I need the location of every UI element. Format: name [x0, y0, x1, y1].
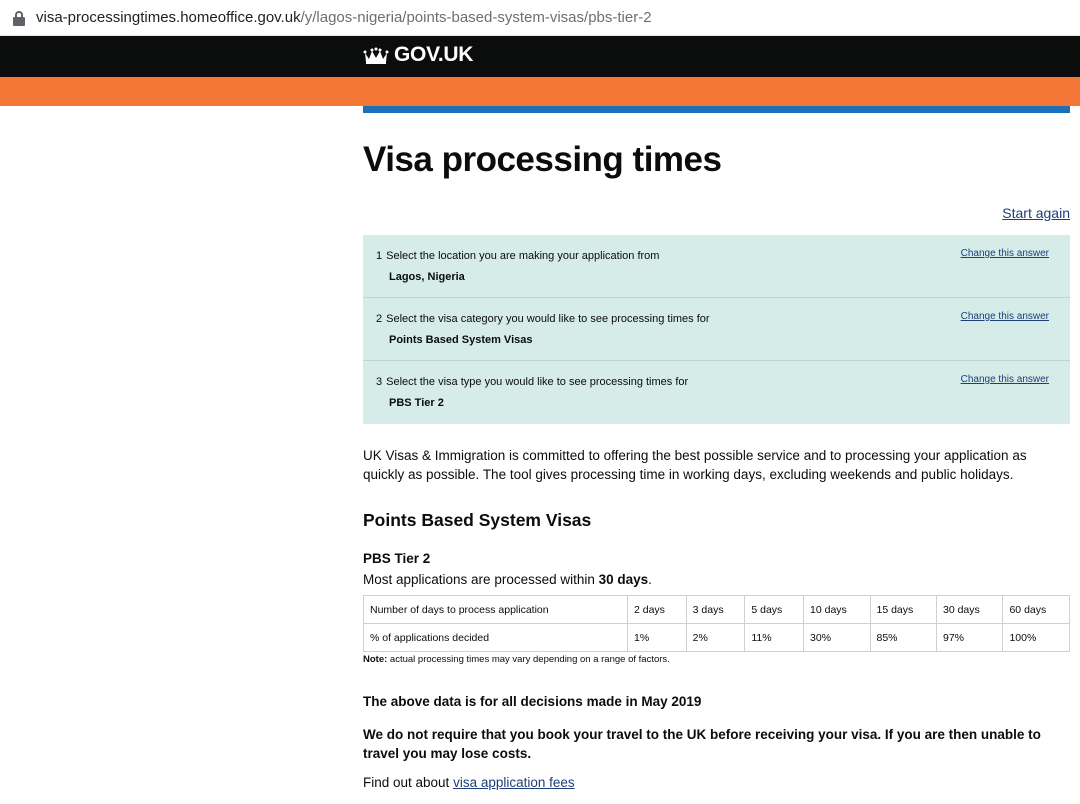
lock-icon [12, 10, 26, 26]
table-note [363, 654, 670, 665]
question-text [376, 313, 710, 325]
table-row-days [364, 596, 1070, 624]
question-number: 2 [376, 313, 383, 325]
processing-times-table [363, 595, 1070, 652]
table-cell: 30% [804, 624, 870, 652]
note-text: actual processing times may vary depending on a range of factors. [387, 654, 670, 665]
travel-advice: We do not require that you book your travel to the UK before receiving your visa. If you are then unable to travel you may lose costs. [363, 727, 1041, 761]
govuk-logo-link[interactable] [363, 43, 473, 67]
table-cell: 85% [870, 624, 936, 652]
summary-prefix: Most applications are processed within [363, 572, 599, 587]
table-cell: 2% [686, 624, 745, 652]
govuk-logo-text: GOV.UK [394, 43, 474, 66]
url-host: visa-processingtimes.homeoffice.gov.uk [36, 9, 301, 26]
table-cell: 30 days [936, 596, 1002, 624]
govuk-header [0, 36, 1080, 77]
summary-days: 30 days [598, 572, 649, 587]
table-row-label: % of applications decided [364, 624, 628, 652]
intro-paragraph: UK Visas & Immigration is committed to offering the best possible service and to processing your application as quickly as possible. The tool gives processing time in working days, excluding weekends and public holidays. [363, 448, 1027, 482]
question-text [376, 250, 659, 262]
table-row-label: Number of days to process application [364, 596, 628, 624]
change-answer-link-1[interactable]: Change this answer [960, 248, 1049, 259]
data-period-statement: The above data is for all decisions made in May 2019 [363, 694, 702, 709]
answer-row-1 [363, 235, 1070, 298]
table-cell: 11% [745, 624, 804, 652]
url-text[interactable] [36, 9, 652, 26]
summary-suffix: . [648, 572, 652, 587]
section-title: Points Based System Visas [363, 510, 592, 530]
table-cell: 100% [1003, 624, 1070, 652]
question-number: 3 [376, 376, 383, 388]
url-path: /y/lagos-nigeria/points-based-system-visas/pbs-tier-2 [300, 9, 652, 26]
answer-value: Points Based System Visas [389, 334, 533, 346]
start-again-link[interactable]: Start again [1002, 205, 1070, 221]
answer-row-2 [363, 298, 1070, 361]
crown-icon [363, 45, 389, 65]
processing-summary [363, 572, 652, 587]
question-label: Select the visa type you would like to see processing times for [386, 376, 689, 388]
page-title: Visa processing times [363, 140, 722, 179]
fees-prefix: Find out about [363, 775, 454, 790]
table-cell: 5 days [745, 596, 804, 624]
browser-address-bar[interactable] [0, 0, 1080, 36]
question-label: Select the visa category you would like to see processing times for [386, 313, 710, 325]
answer-value: PBS Tier 2 [389, 397, 444, 409]
question-number: 1 [376, 250, 383, 262]
table-cell: 3 days [686, 596, 745, 624]
table-cell: 10 days [804, 596, 870, 624]
question-label: Select the location you are making your application from [386, 250, 660, 262]
header-orange-bar [0, 77, 1080, 106]
table-row-percent [364, 624, 1070, 652]
table-cell: 1% [628, 624, 687, 652]
table-cell: 97% [936, 624, 1002, 652]
answers-summary [363, 235, 1070, 424]
question-text [376, 376, 688, 388]
header-blue-bar [363, 106, 1070, 113]
table-cell: 2 days [628, 596, 687, 624]
visa-type-heading: PBS Tier 2 [363, 551, 431, 566]
note-label: Note: [363, 654, 388, 665]
table-cell: 15 days [870, 596, 936, 624]
change-answer-link-2[interactable]: Change this answer [960, 311, 1049, 322]
fees-line [363, 775, 575, 790]
change-answer-link-3[interactable]: Change this answer [960, 374, 1049, 385]
answer-row-3 [363, 361, 1070, 424]
visa-fees-link[interactable]: visa application fees [453, 775, 575, 790]
table-cell: 60 days [1003, 596, 1070, 624]
answer-value: Lagos, Nigeria [389, 271, 465, 283]
